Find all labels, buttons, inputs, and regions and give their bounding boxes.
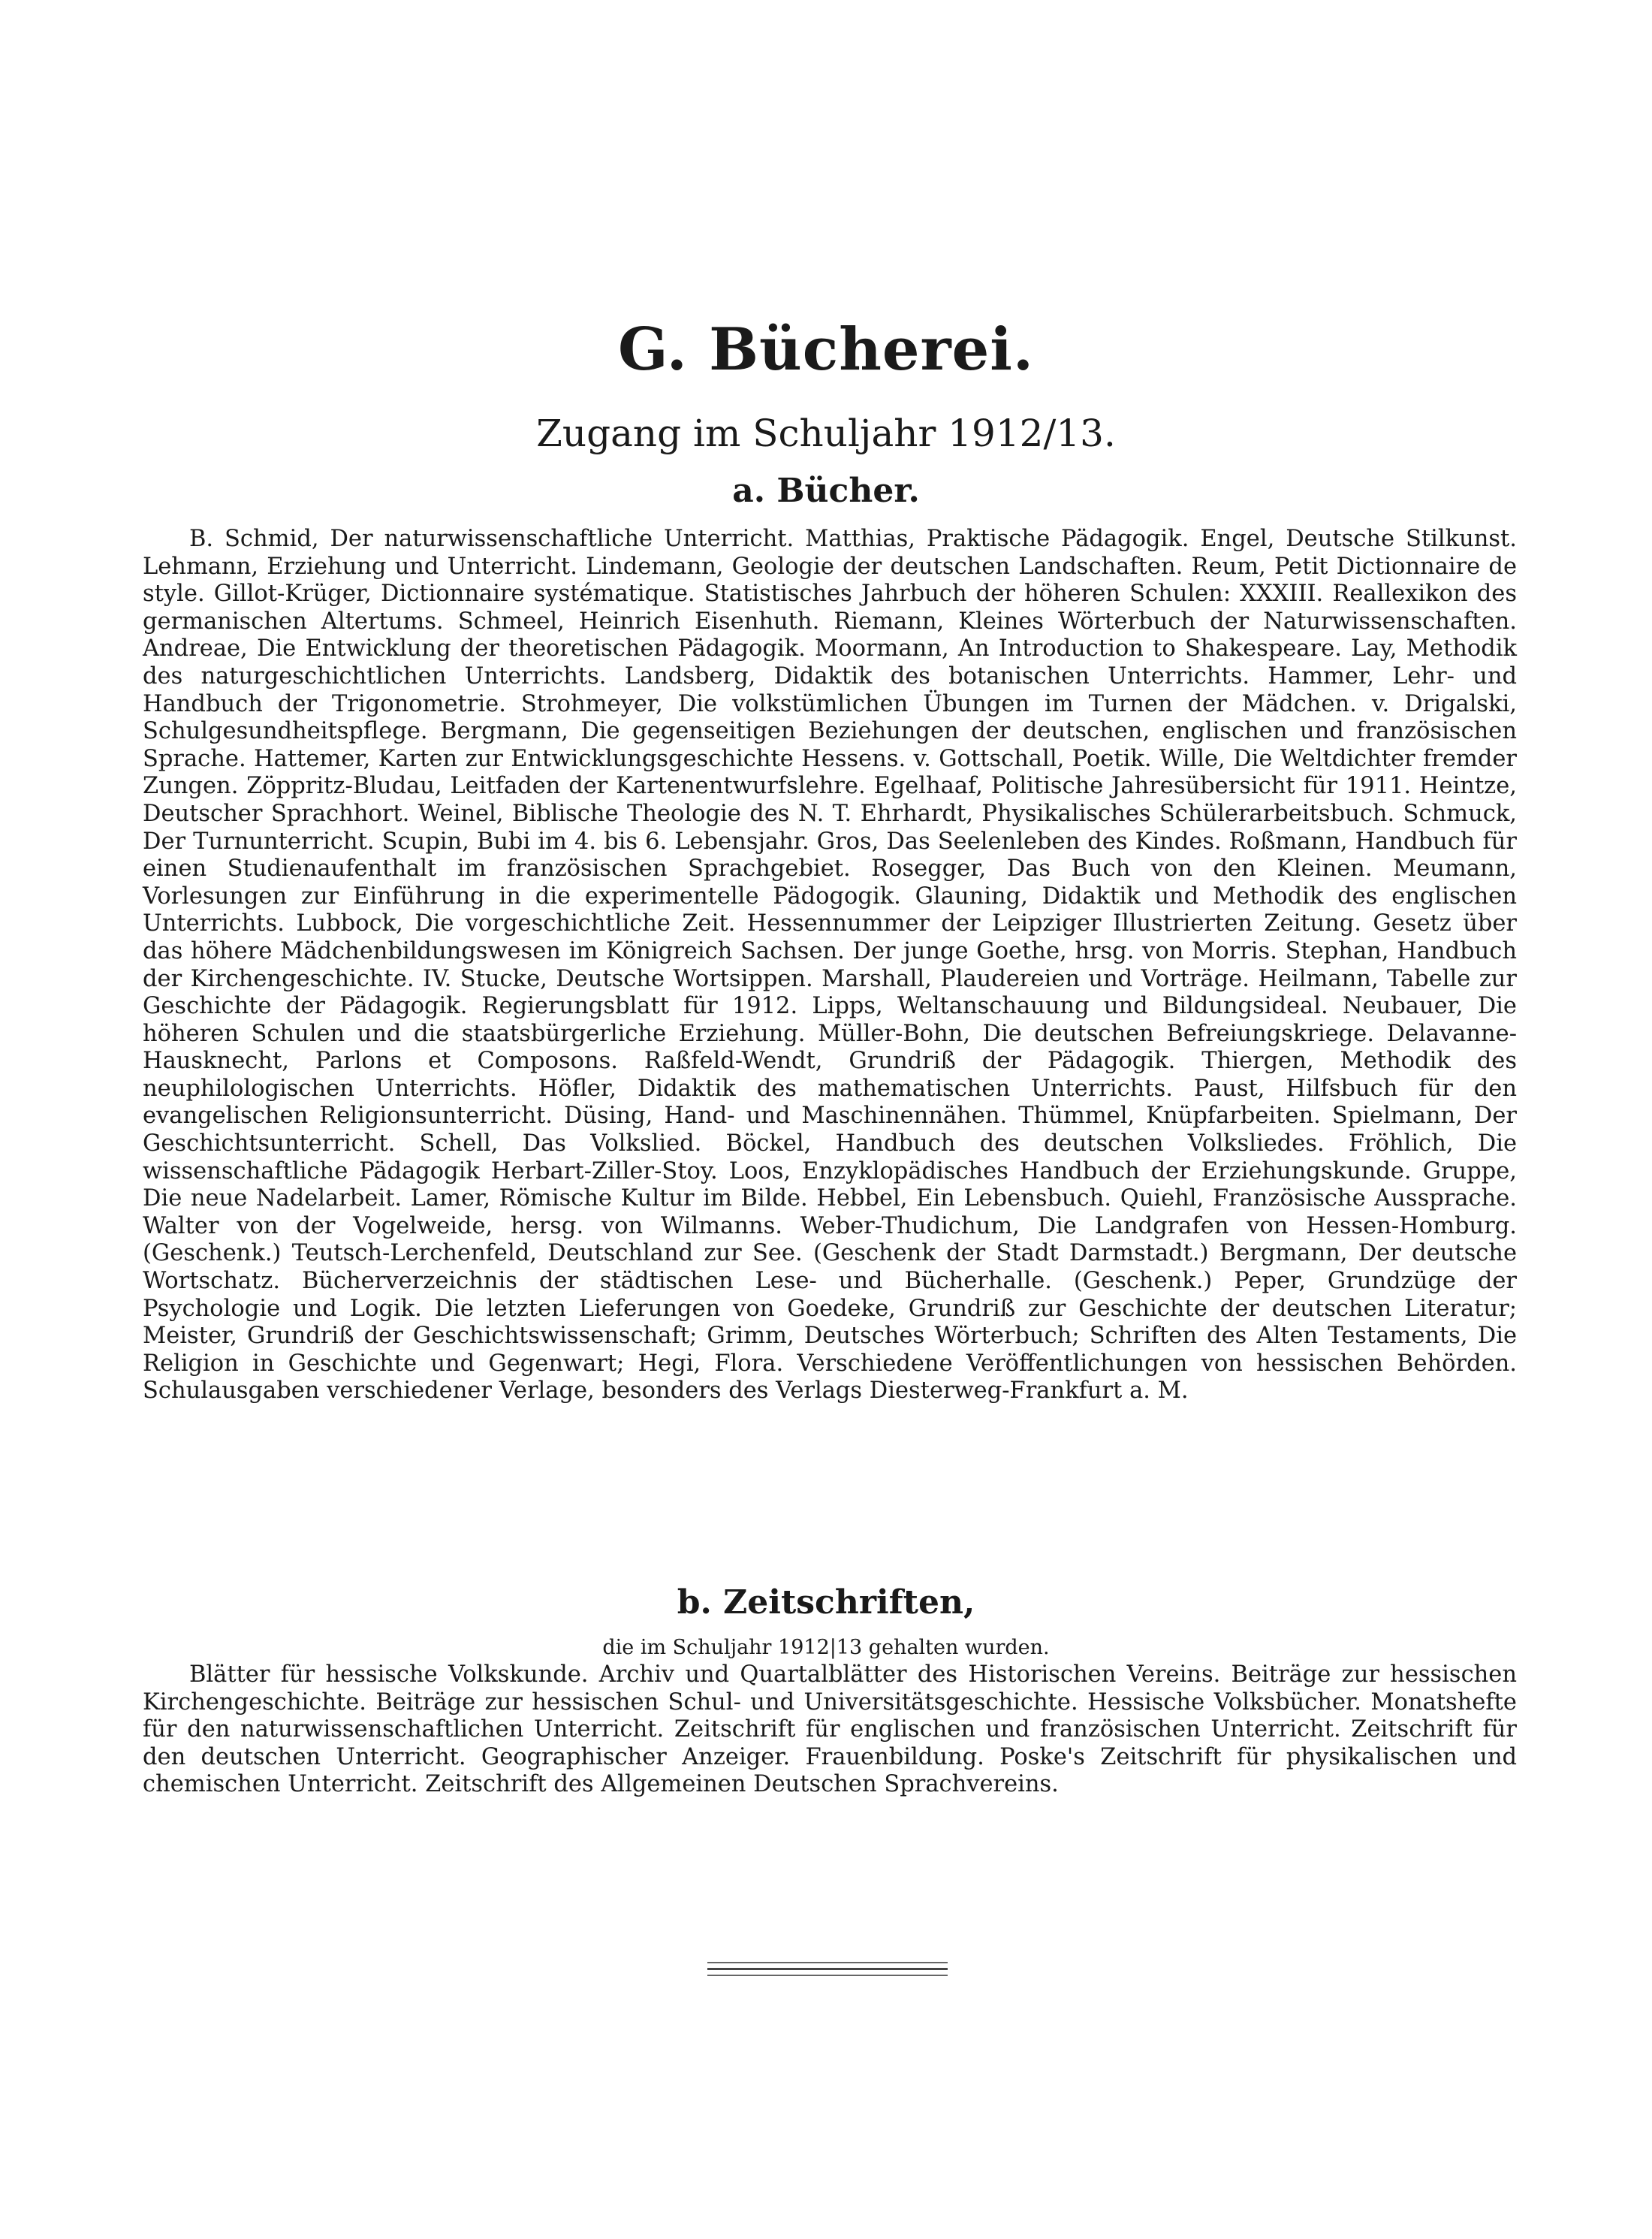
page-subtitle: Zugang im Schuljahr 1912/13.	[536, 412, 1116, 455]
page-title: G. Bücherei.	[617, 315, 1035, 384]
closing-rule-top	[707, 1962, 948, 1963]
section-b-heading: b. Zeitschriften,	[677, 1583, 975, 1622]
closing-rule-middle	[707, 1968, 948, 1970]
section-a-paragraph: B. Schmid, Der naturwissenschaftliche Unterricht. Matthias, Praktische Pädagogik. Engel, Deutsche Stilkunst. Lehmann, Erziehung und Unterricht. Lindemann, Geologie der deutschen Landschaften. Reum, Petit Dictionnaire de style. Gillot-Krüger, Dictionnaire systématique. Statistisches Jahrbuch der höheren Schulen: XXXIII. Reallexikon des germanischen Altertums. Schmeel, Heinrich Eisenhuth. Riemann, Kleines Wörterbuch der Naturwissenschaften. Andreae, Die Entwicklung der theoretischen Pädagogik. Moormann, An Introduction to Shakespeare. Lay, Methodik des naturgeschichtlichen Unterrichts. Landsberg, Didaktik des botanischen Unterrichts. Hammer, Lehr- und Handbuch der Trigonometrie. Strohmeyer, Die volkstümlichen Übungen im Turnen der Mädchen. v. Drigalski, Schulgesundheitspflege. Bergmann, Die gegenseitigen Beziehungen der deutschen, englischen und französischen Sprache. Hattemer, Karten zur Entwicklungsgeschichte Hessens. v. Gottschall, Poetik. Wille, Die Weltdichter fremder Zungen. Zöppritz-Bludau, Leitfaden der Kartenentwurfslehre. Egelhaaf, Politische Jahresübersicht für 1911. Heintze, Deutscher Sprachhort. Weinel, Biblische Theologie des N. T. Ehrhardt, Physikalisches Schülerarbeitsbuch. Schmuck, Der Turnunterricht. Scupin, Bubi im 4. bis 6. Lebensjahr. Gros, Das Seelenleben des Kindes. Roßmann, Handbuch für einen Studienaufenthalt im französischen Sprachgebiet. Rosegger, Das Buch von den Kleinen. Meumann, Vorlesungen zur Einführung in die experimentelle Pädogogik. Glauning, Didaktik und Methodik des englischen Unterrichts. Lubbock, Die vorgeschichtliche Zeit. Hessennummer der Leipziger Illustrierten Zeitung. Gesetz über das höhere Mädchenbildungswesen im Königreich Sachsen. Der junge Goethe, hrsg. von Morris. Stephan, Handbuch der Kirchengeschichte. IV. Stucke, Deutsche Wortsippen. Marshall, Plaudereien und Vorträge. Heilmann, Tabelle zur Geschichte der Pädagogik. Regierungsblatt für 1912. Lipps, Weltanschauung und Bildungsideal. Neubauer, Die höheren Schulen und die staatsbürgerliche Erziehung. Müller-Bohn, Die deutschen Befreiungskriege. Delavanne-Hausknecht, Parlons et Composons. Raßfeld-Wendt, Grundriß der Pädagogik. Thiergen, Methodik des neuphilologischen Unterrichts. Höfler, Didaktik des mathematischen Unterrichts. Paust, Hilfsbuch für den evangelischen Religionsunterricht. Düsing, Hand- und Maschinennähen. Thümmel, Knüpfarbeiten. Spielmann, Der Geschichtsunterricht. Schell, Das Volkslied. Böckel, Handbuch des deutschen Volksliedes. Fröhlich, Die wissenschaftliche Pädagogik Herbart-Ziller-Stoy. Loos, Enzyklopädisches Handbuch der Erziehungskunde. Gruppe, Die neue Nadelarbeit. Lamer, Römische Kultur im Bilde. Hebbel, Ein Lebensbuch. Quiehl, Französische Aussprache. Walter von der Vogelweide, hersg. von Wilmanns. Weber-Thudichum, Die Landgrafen von Hessen-Homburg. (Geschenk.) Teutsch-Lerchenfeld, Deutschland zur See. (Geschenk der Stadt Darmstadt.) Bergmann, Der deutsche Wortschatz. Bücherverzeichnis der städtischen Lese- und Bücherhalle. (Geschenk.) Peper, Grundzüge der Psychologie und Logik. Die letzten Lieferungen von Goedeke, Grundriß zur Geschichte der deutschen Literatur; Meister, Grundriß der Geschichtswissenschaft; Grimm, Deutsches Wörterbuch; Schriften des Alten Testaments, Die Religion in Geschichte und Gegenwart; Hegi, Flora. Verschiedene Veröffentlichungen von hessischen Behörden. Schulausgaben verschiedener Verlage, besonders des Verlags Diesterweg-Frankfurt a. M.	[143, 526, 1517, 1405]
closing-rule-bottom	[707, 1975, 948, 1976]
section-b-subheading: die im Schuljahr 1912|13 gehalten wurden.	[602, 1636, 1050, 1659]
section-a-heading: a. Bücher.	[732, 472, 920, 510]
section-b-paragraph: Blätter für hessische Volkskunde. Archiv und Quartalblätter des Historischen Vereins. Beiträge zur hessischen Kirchengeschichte. Beiträge zur hessischen Schul- und Universitätsgeschichte. Hessische Volksbücher. Monatshefte für den naturwissenschaftlichen Unterricht. Zeitschrift für englischen und französischen Unterricht. Zeitschrift für den deutschen Unterricht. Geographischer Anzeiger. Frauenbildung. Poske's Zeitschrift für physikalischen und chemischen Unterricht. Zeitschrift des Allgemeinen Deutschen Sprachvereins.	[143, 1661, 1517, 1798]
